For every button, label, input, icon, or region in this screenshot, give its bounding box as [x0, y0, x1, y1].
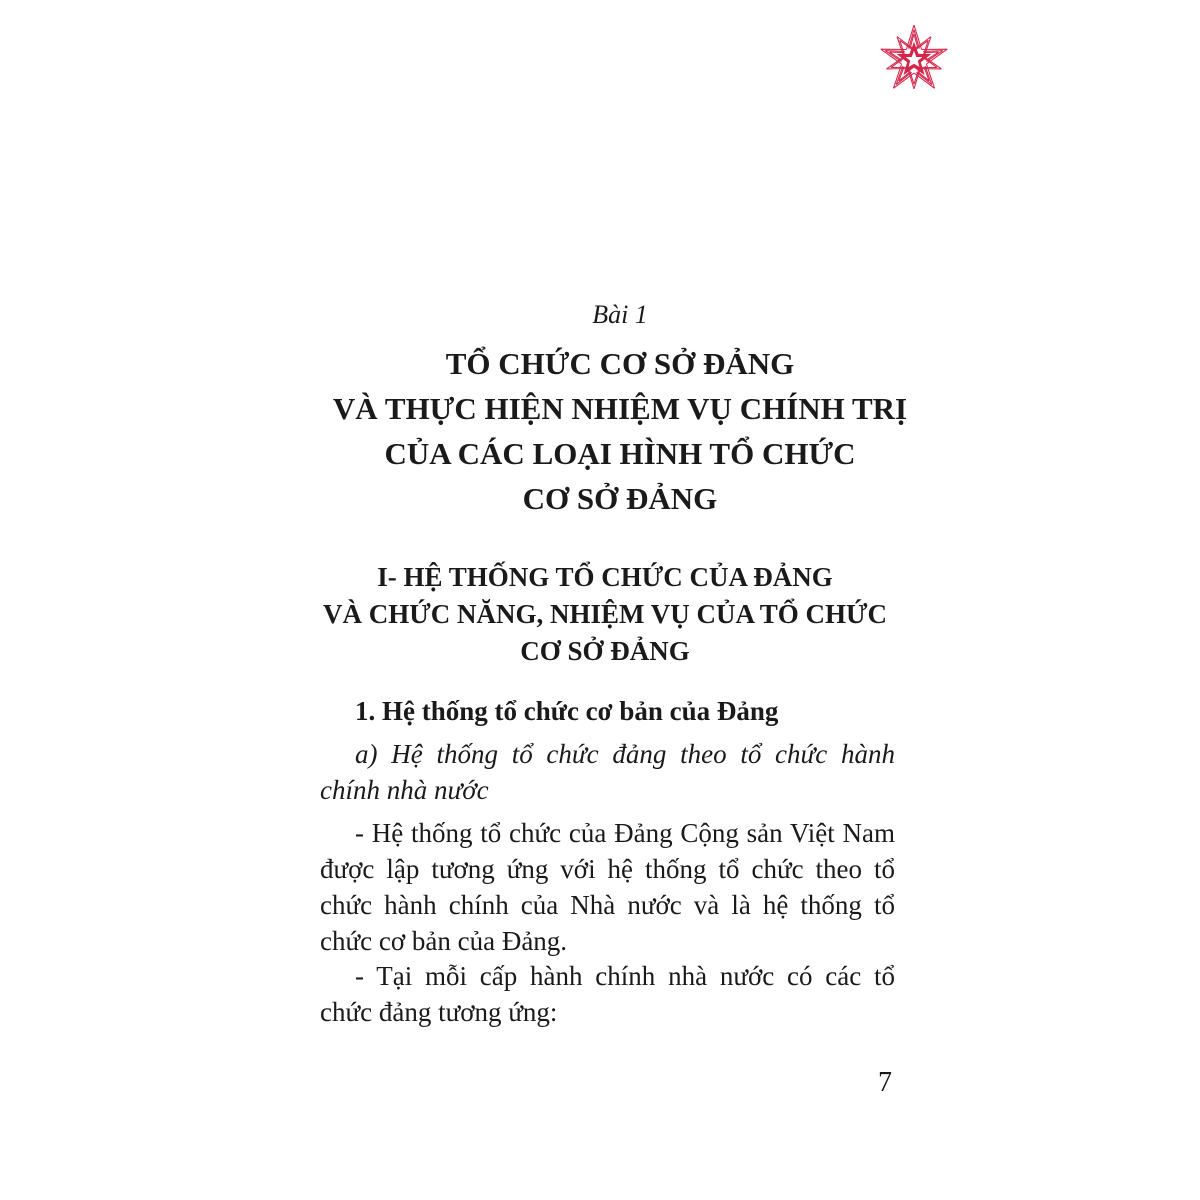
chapter-title-line: TỔ CHỨC CƠ SỞ ĐẢNG — [445, 346, 795, 381]
text-line: chức đảng tương ứng: — [320, 997, 558, 1027]
body-paragraph-2 — [320, 958, 895, 1030]
text-line: chính nhà nước — [320, 775, 489, 805]
sub-item-a-heading — [320, 736, 895, 808]
page-number: 7 — [878, 1067, 892, 1098]
text-line: chức hành chính của Nhà nước và là hệ thống tổ — [320, 890, 895, 920]
text-line: chức cơ bản của Đảng. — [320, 926, 568, 956]
subsection-heading: 1. Hệ thống tổ chức cơ bản của Đảng — [355, 696, 779, 726]
lesson-label: Bài 1 — [592, 300, 648, 329]
section-heading — [0, 559, 1200, 670]
text-line: a) Hệ thống tổ chức đảng theo tổ chức hành — [355, 739, 895, 769]
body-paragraph-1 — [320, 815, 895, 959]
text-line: được lập tương ứng với hệ thống tổ chức theo tổ — [320, 854, 895, 884]
chapter-title — [0, 341, 1200, 521]
publisher-logo-icon — [876, 22, 952, 98]
section-heading-line: VÀ CHỨC NĂNG, NHIỆM VỤ CỦA TỔ CHỨC — [322, 599, 887, 629]
text-line: - Tại mỗi cấp hành chính nhà nước có các tổ — [355, 961, 895, 991]
section-heading-line: I- HỆ THỐNG TỔ CHỨC CỦA ĐẢNG — [377, 562, 833, 592]
chapter-title-line: CỦA CÁC LOẠI HÌNH TỔ CHỨC — [384, 436, 856, 471]
chapter-title-line: VÀ THỰC HIỆN NHIỆM VỤ CHÍNH TRỊ — [332, 391, 908, 426]
chapter-title-line: CƠ SỞ ĐẢNG — [522, 481, 718, 516]
section-heading-line: CƠ SỞ ĐẢNG — [520, 636, 690, 666]
text-line: - Hệ thống tổ chức của Đảng Cộng sản Việt Nam — [355, 818, 895, 848]
